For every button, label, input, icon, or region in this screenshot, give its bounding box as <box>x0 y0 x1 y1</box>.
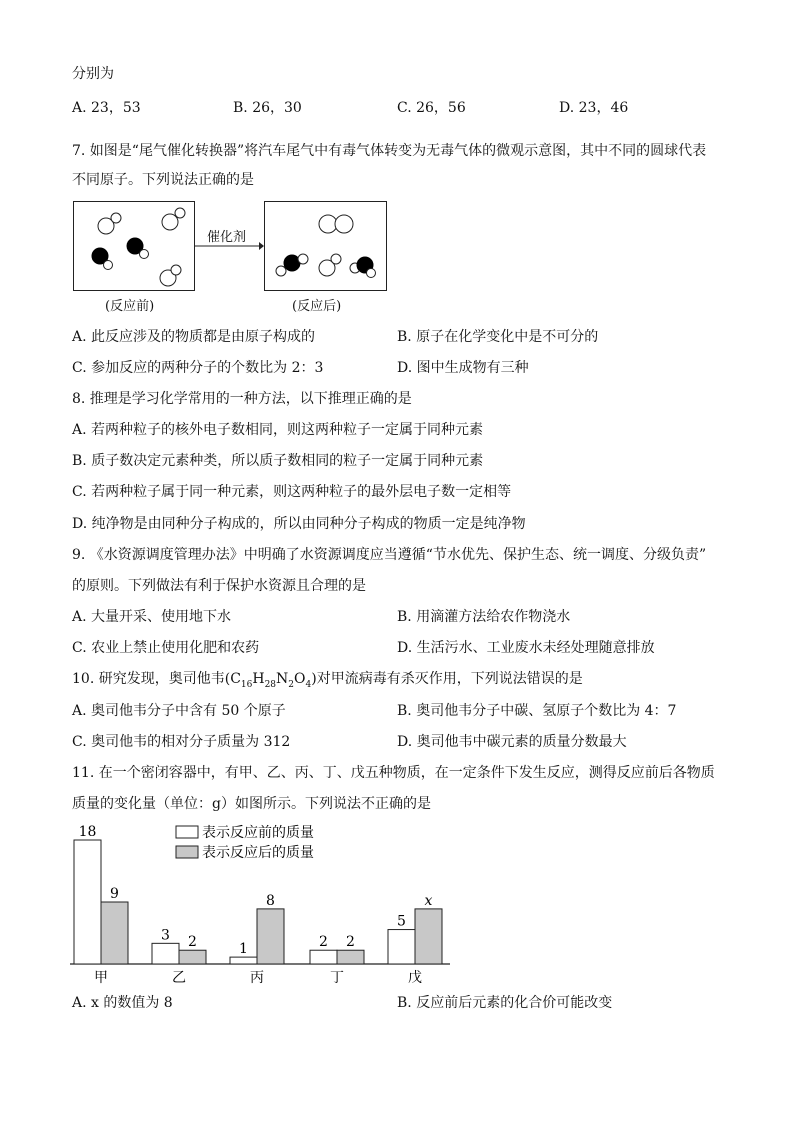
category-label-1: 乙 <box>172 970 186 986</box>
data-label-after-1: 2 <box>188 934 197 951</box>
bar-before-0 <box>74 840 101 964</box>
q9-stem-line1: 9. 《水资源调度管理办法》中明确了水资源调度应当遵循“节水优先、保护生态、统一调度、分级负责” <box>72 547 707 563</box>
q9-stem-line2: 的原则。下列做法有利于保护水资源且合理的是 <box>72 578 366 594</box>
q9-option-a[interactable]: A. 大量开采、使用地下水 <box>72 609 232 625</box>
data-label-before-0: 18 <box>78 824 97 840</box>
q8-option-b[interactable]: B. 质子数决定元素种类，所以质子数相同的粒子一定属于同种元素 <box>72 453 484 469</box>
before-caption: (反应前) <box>105 299 155 314</box>
legend-swatch-before <box>176 826 198 838</box>
q9-option-d[interactable]: D. 生活污水、工业废水未经处理随意排放 <box>397 640 655 656</box>
q7-option-b[interactable]: B. 原子在化学变化中是不可分的 <box>397 329 599 345</box>
molecule-small-atom <box>162 214 178 230</box>
bar-after-1 <box>179 950 206 964</box>
q8-option-c[interactable]: C. 若两种粒子属于同一种元素，则这两种粒子的最外层电子数一定相等 <box>72 484 512 500</box>
legend-label-before: 表示反应前的质量 <box>202 825 314 841</box>
bar-after-3 <box>337 950 364 964</box>
catalyst-label: 催化剂 <box>207 230 247 245</box>
before-reaction-box <box>73 201 195 291</box>
data-label-before-1: 3 <box>161 927 170 944</box>
q11-stem-line1: 11. 在一个密闭容器中，有甲、乙、丙、丁、戊五种物质，在一定条件下发生反应，测得反应前后各物质 <box>72 765 715 781</box>
q11-stem-line2: 质量的变化量（单位：g）如图所示。下列说法不正确的是 <box>72 796 431 812</box>
after-molecules-diagram <box>265 202 386 290</box>
q10-option-a[interactable]: A. 奥司他韦分子中含有 50 个原子 <box>72 703 286 719</box>
q10-stem <box>72 669 583 695</box>
molecule-small-atom <box>276 266 286 276</box>
molecule-small-atom <box>140 250 149 259</box>
molecule-small-atom <box>335 215 353 233</box>
bar-before-1 <box>152 943 179 964</box>
molecule-black-atom <box>284 255 300 271</box>
molecule-small-atom <box>171 265 181 275</box>
q7-option-c[interactable]: C. 参加反应的两种分子的个数比为 2：3 <box>72 360 324 376</box>
bar-after-0 <box>101 902 128 964</box>
q6-option-a[interactable]: A. 23，53 <box>72 100 141 116</box>
category-label-4: 戊 <box>408 970 422 986</box>
molecule-small-atom <box>319 215 337 233</box>
category-label-0: 甲 <box>94 970 108 986</box>
data-label-before-3: 2 <box>319 934 328 951</box>
data-label-after-0: 9 <box>110 886 119 902</box>
molecule-small-atom <box>331 254 341 264</box>
q8-stem: 8. 推理是学习化学常用的一种方法，以下推理正确的是 <box>72 391 412 407</box>
q7-option-d[interactable]: D. 图中生成物有三种 <box>397 360 529 376</box>
q10-option-c[interactable]: C. 奥司他韦的相对分子质量为 312 <box>72 734 291 750</box>
bar-before-4 <box>388 930 415 964</box>
bar-before-2 <box>230 957 257 964</box>
q6-option-b[interactable]: B. 26，30 <box>233 100 302 116</box>
q7-stem-line2: 不同原子。下列说法正确的是 <box>72 172 254 188</box>
data-label-before-4: 5 <box>397 913 406 930</box>
q6-option-c[interactable]: C. 26，56 <box>397 100 466 116</box>
mass-bar-chart <box>60 820 460 990</box>
data-label-after-4: x <box>424 892 433 909</box>
q10-stem-suffix: )对甲流病毒有杀灭作用，下列说法错误的是 <box>311 671 583 687</box>
molecule-small-atom <box>175 208 185 218</box>
legend-label-after: 表示反应后的质量 <box>202 845 314 861</box>
bar-after-2 <box>257 909 284 964</box>
q11-option-b[interactable]: B. 反应前后元素的化合价可能改变 <box>397 995 613 1011</box>
after-reaction-box <box>264 201 387 291</box>
chemical-formula: $C_{16}H_{28}N_2O_4$ <box>230 671 312 690</box>
q9-option-b[interactable]: B. 用滴灌方法给农作物浇水 <box>397 609 571 625</box>
bar-after-4 <box>415 909 442 964</box>
q8-option-d[interactable]: D. 纯净物是由同种分子构成的，所以由同种分子构成的物质一定是纯净物 <box>72 516 526 532</box>
data-label-after-2: 8 <box>266 892 275 909</box>
q11-option-a[interactable]: A. x 的数值为 8 <box>72 995 173 1011</box>
category-label-2: 丙 <box>250 970 264 986</box>
q7-stem-line1: 7. 如图是“尾气催化转换器”将汽车尾气中有毒气体转变为无毒气体的微观示意图，其中不同的圆球代表 <box>72 143 707 159</box>
intro-tail-text: 分别为 <box>72 66 114 82</box>
molecule-small-atom <box>367 269 376 278</box>
category-label-3: 丁 <box>330 970 344 986</box>
data-label-before-2: 1 <box>239 941 248 958</box>
q10-stem-prefix: 10. 研究发现，奥司他韦( <box>72 671 231 687</box>
before-molecules-diagram <box>74 202 194 290</box>
q9-option-c[interactable]: C. 农业上禁止使用化肥和农药 <box>72 640 260 656</box>
q7-option-a[interactable]: A. 此反应涉及的物质都是由原子构成的 <box>72 329 316 345</box>
data-label-after-3: 2 <box>346 934 355 951</box>
q8-option-a[interactable]: A. 若两种粒子的核外电子数相同，则这两种粒子一定属于同种元素 <box>72 422 484 438</box>
q10-option-b[interactable]: B. 奥司他韦分子中碳、氢原子个数比为 4：7 <box>397 703 677 719</box>
q6-option-d[interactable]: D. 23，46 <box>559 100 629 116</box>
q10-option-d[interactable]: D. 奥司他韦中碳元素的质量分数最大 <box>397 734 627 750</box>
after-caption: (反应后) <box>292 299 342 314</box>
molecule-small-atom <box>298 254 308 264</box>
molecule-small-atom <box>111 213 121 223</box>
bar-before-3 <box>310 950 337 964</box>
molecule-small-atom <box>104 261 113 270</box>
legend-swatch-after <box>176 846 198 858</box>
